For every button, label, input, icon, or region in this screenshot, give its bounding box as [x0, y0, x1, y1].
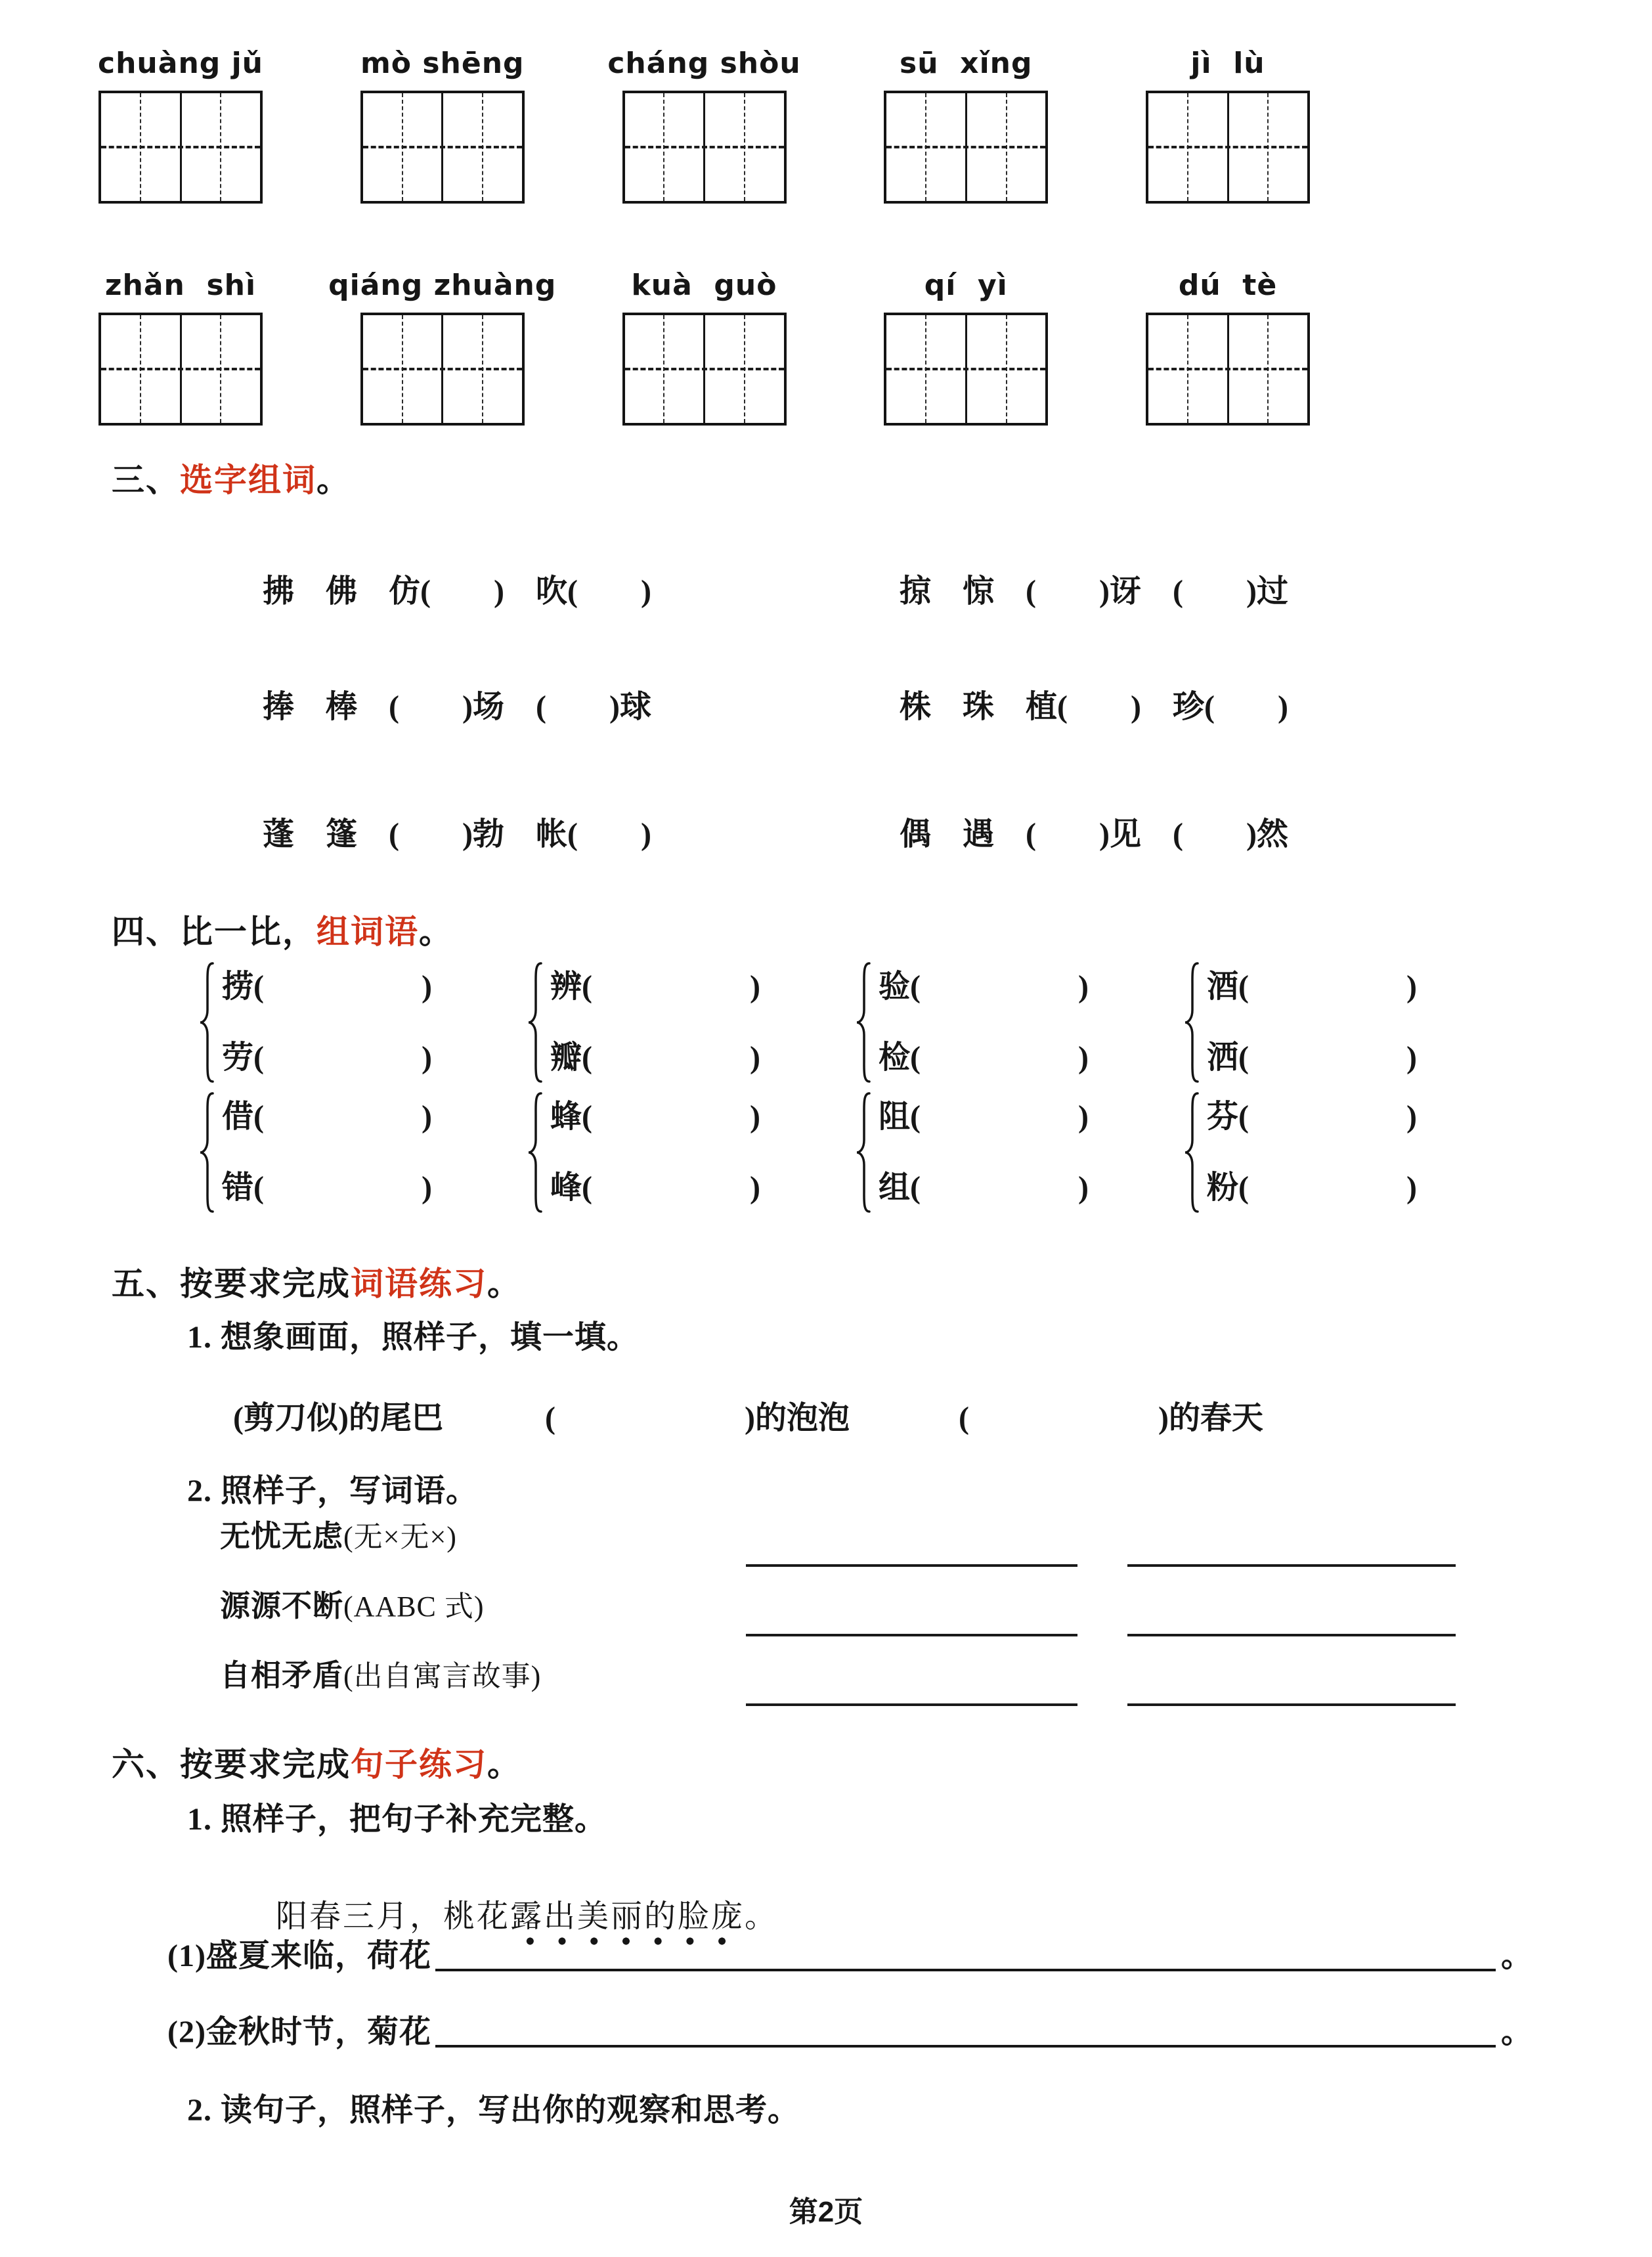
example-word: 无忧无虑: [220, 1520, 343, 1553]
brace-icon: [197, 960, 217, 1085]
answer-blank-line[interactable]: [746, 1703, 1077, 1706]
section5-item2: 2. 照样子，写词语。: [187, 1474, 479, 1508]
brace-icon: [1182, 960, 1202, 1085]
pinyin-group: [1146, 268, 1310, 426]
model-period: 。: [745, 1899, 779, 1934]
pair-word-bottom: 检( ): [879, 1040, 1089, 1075]
section5-number: 五、: [112, 1265, 180, 1302]
compare-pair: [1182, 1090, 1417, 1215]
writing-cell[interactable]: [886, 93, 965, 201]
pair-word-top: 借( ): [222, 1099, 432, 1134]
section3-title-red: 选字组词: [180, 462, 316, 498]
compare-pair: [1182, 960, 1417, 1085]
answer-blank-line[interactable]: [1127, 1564, 1456, 1567]
model-emphasized-text: 露出美丽的脸庞: [510, 1899, 745, 1934]
section6-title: [112, 1744, 521, 1785]
section6-number: 六、: [112, 1746, 180, 1783]
brace-icon: [854, 1090, 873, 1215]
pair-word-top: 阻( ): [879, 1099, 1089, 1134]
writing-grid[interactable]: [98, 313, 263, 426]
pinyin-label: jì lù: [1190, 47, 1265, 80]
pinyin-group: [622, 268, 787, 426]
writing-cell[interactable]: [441, 93, 522, 201]
pair-word-top: 酒( ): [1207, 969, 1417, 1004]
choose-word-group: 蓬 篷 ( )勃 帐( ): [263, 817, 651, 852]
writing-grid[interactable]: [1146, 91, 1310, 204]
pair-word-bottom: 劳( ): [222, 1040, 432, 1075]
sentence-stem: (2)金秋时节，菊花: [167, 2015, 431, 2049]
writing-cell[interactable]: [625, 93, 704, 201]
choose-word-group: 拂 佛 仿( ) 吹( ): [263, 574, 651, 609]
pinyin-grid-row-1: [98, 46, 1310, 204]
pinyin-group: [607, 46, 801, 204]
section4-pre: 比一比，: [180, 913, 316, 950]
pair-word-bottom: 组( ): [879, 1170, 1089, 1205]
answer-blank-line[interactable]: [1127, 1703, 1456, 1706]
pinyin-group: [98, 46, 263, 204]
example-hint: (AABC 式): [343, 1590, 485, 1623]
pinyin-label: kuà guò: [631, 269, 777, 302]
writing-grid[interactable]: [622, 313, 787, 426]
writing-cell[interactable]: [1227, 93, 1308, 201]
pair-word-bottom: 洒( ): [1207, 1040, 1417, 1075]
example-hint: (出自寓言故事): [343, 1660, 542, 1692]
writing-cell[interactable]: [180, 315, 261, 423]
section6-item1: 1. 照样子，把句子补充完整。: [187, 1802, 607, 1837]
example-word: 源源不断: [220, 1589, 343, 1623]
section3-period: 。: [316, 462, 351, 498]
pair-word-top: 验( ): [879, 969, 1089, 1004]
answer-blank-line[interactable]: [746, 1634, 1077, 1636]
writing-cell[interactable]: [441, 315, 522, 423]
pinyin-group: [1146, 46, 1310, 204]
pair-word-bottom: 粉( ): [1207, 1170, 1417, 1205]
writing-cell[interactable]: [965, 315, 1046, 423]
compare-pair: [197, 960, 432, 1085]
section4-title-red: 组词语: [316, 913, 419, 950]
sentence-stem: (1)盛夏来临，荷花: [167, 1939, 431, 1973]
pinyin-label: mò shēng: [360, 47, 525, 80]
writing-cell[interactable]: [886, 315, 965, 423]
writing-cell[interactable]: [703, 315, 784, 423]
fill-example: (剪刀似)的尾巴: [233, 1401, 443, 1435]
word-practice-row: [220, 1656, 1527, 1717]
pinyin-group: [98, 268, 263, 426]
word-practice-row: [220, 1587, 1527, 1647]
section6-period: 。: [487, 1746, 521, 1783]
writing-grid[interactable]: [360, 313, 525, 426]
fill-blank-1[interactable]: ( )的泡泡: [545, 1401, 850, 1435]
pinyin-group: [884, 268, 1048, 426]
pair-word-bottom: 峰( ): [550, 1170, 760, 1205]
choose-word-group: 偶 遇 ( )见 ( )然: [900, 817, 1288, 852]
writing-cell[interactable]: [363, 93, 442, 201]
writing-cell[interactable]: [180, 93, 261, 201]
fill-blank-2[interactable]: ( )的春天: [959, 1401, 1263, 1435]
sentence-completion-row-2: [167, 2011, 1533, 2054]
pinyin-label: zhǎn shì: [104, 269, 257, 302]
section5-item1: 1. 想象画面，照样子，填一填。: [187, 1320, 640, 1355]
section5-pre: 按要求完成: [180, 1265, 351, 1302]
pair-word-top: 辨( ): [550, 969, 760, 1004]
writing-grid[interactable]: [1146, 313, 1310, 426]
brace-icon: [525, 960, 545, 1085]
section4-period: 。: [419, 913, 453, 950]
pinyin-label: cháng shòu: [607, 47, 801, 80]
writing-grid[interactable]: [884, 91, 1048, 204]
answer-blank-line[interactable]: [1127, 1634, 1456, 1636]
writing-cell[interactable]: [1148, 315, 1227, 423]
answer-blank-line[interactable]: [435, 1942, 1496, 1971]
pair-word-top: 蜂( ): [550, 1099, 760, 1134]
choose-word-group: 捧 棒 ( )场 ( )球: [263, 690, 651, 724]
word-practice-row: [220, 1517, 1527, 1577]
pinyin-label: qí yì: [924, 269, 1008, 302]
writing-cell[interactable]: [1227, 315, 1308, 423]
answer-blank-line[interactable]: [746, 1564, 1077, 1567]
writing-cell[interactable]: [703, 93, 784, 201]
sentence-completion-row-1: [167, 1935, 1533, 1978]
pair-word-top: 捞( ): [222, 969, 432, 1004]
model-prefix: 阳春三月，桃花: [276, 1899, 511, 1934]
pinyin-group: [328, 268, 557, 426]
writing-grid[interactable]: [884, 313, 1048, 426]
page-number: 第2页: [789, 2196, 863, 2228]
writing-cell[interactable]: [965, 93, 1046, 201]
sentence-period: 。: [1500, 2015, 1533, 2049]
compare-pair: [854, 1090, 1089, 1215]
pair-word-top: 芬( ): [1207, 1099, 1417, 1134]
section5-period: 。: [487, 1265, 521, 1302]
section5-title-red: 词语练习: [351, 1265, 487, 1302]
compare-pair: [525, 1090, 760, 1215]
pinyin-grid-row-2: [98, 268, 1310, 426]
section3-number: 三、: [112, 462, 180, 498]
sentence-period: 。: [1500, 1939, 1533, 1973]
pinyin-label: chuàng jǔ: [98, 47, 263, 80]
brace-icon: [525, 1090, 545, 1215]
writing-grid[interactable]: [98, 91, 263, 204]
pair-word-bottom: 瓣( ): [550, 1040, 760, 1075]
choose-word-group: 株 珠 植( ) 珍( ): [900, 690, 1288, 724]
brace-icon: [197, 1090, 217, 1215]
brace-icon: [1182, 1090, 1202, 1215]
section5-title: [112, 1263, 521, 1304]
writing-cell[interactable]: [101, 93, 180, 201]
brace-icon: [854, 960, 873, 1085]
compare-pair: [197, 1090, 432, 1215]
compare-pair: [854, 960, 1089, 1085]
writing-cell[interactable]: [363, 315, 442, 423]
writing-grid[interactable]: [360, 91, 525, 204]
writing-grid[interactable]: [622, 91, 787, 204]
example-word: 自相矛盾: [220, 1659, 343, 1692]
pinyin-group: [884, 46, 1048, 204]
pinyin-label: qiáng zhuàng: [328, 269, 557, 302]
section3-title: [112, 460, 351, 500]
choose-word-group: 掠 惊 ( )讶 ( )过: [900, 574, 1288, 609]
writing-cell[interactable]: [1148, 93, 1227, 201]
writing-cell[interactable]: [625, 315, 704, 423]
writing-cell[interactable]: [101, 315, 180, 423]
section6-pre: 按要求完成: [180, 1746, 351, 1783]
pair-word-bottom: 错( ): [222, 1170, 432, 1205]
answer-blank-line[interactable]: [435, 2019, 1496, 2048]
example-hint: (无×无×): [343, 1521, 457, 1553]
section6-title-red: 句子练习: [351, 1746, 487, 1783]
pinyin-label: sū xǐng: [900, 47, 1033, 80]
pinyin-group: [360, 46, 525, 204]
section4-number: 四、: [112, 913, 180, 950]
compare-pair: [525, 960, 760, 1085]
section6-item2: 2. 读句子，照样子，写出你的观察和思考。: [187, 2093, 800, 2128]
pinyin-label: dú tè: [1178, 269, 1278, 302]
section4-title: [112, 911, 453, 952]
